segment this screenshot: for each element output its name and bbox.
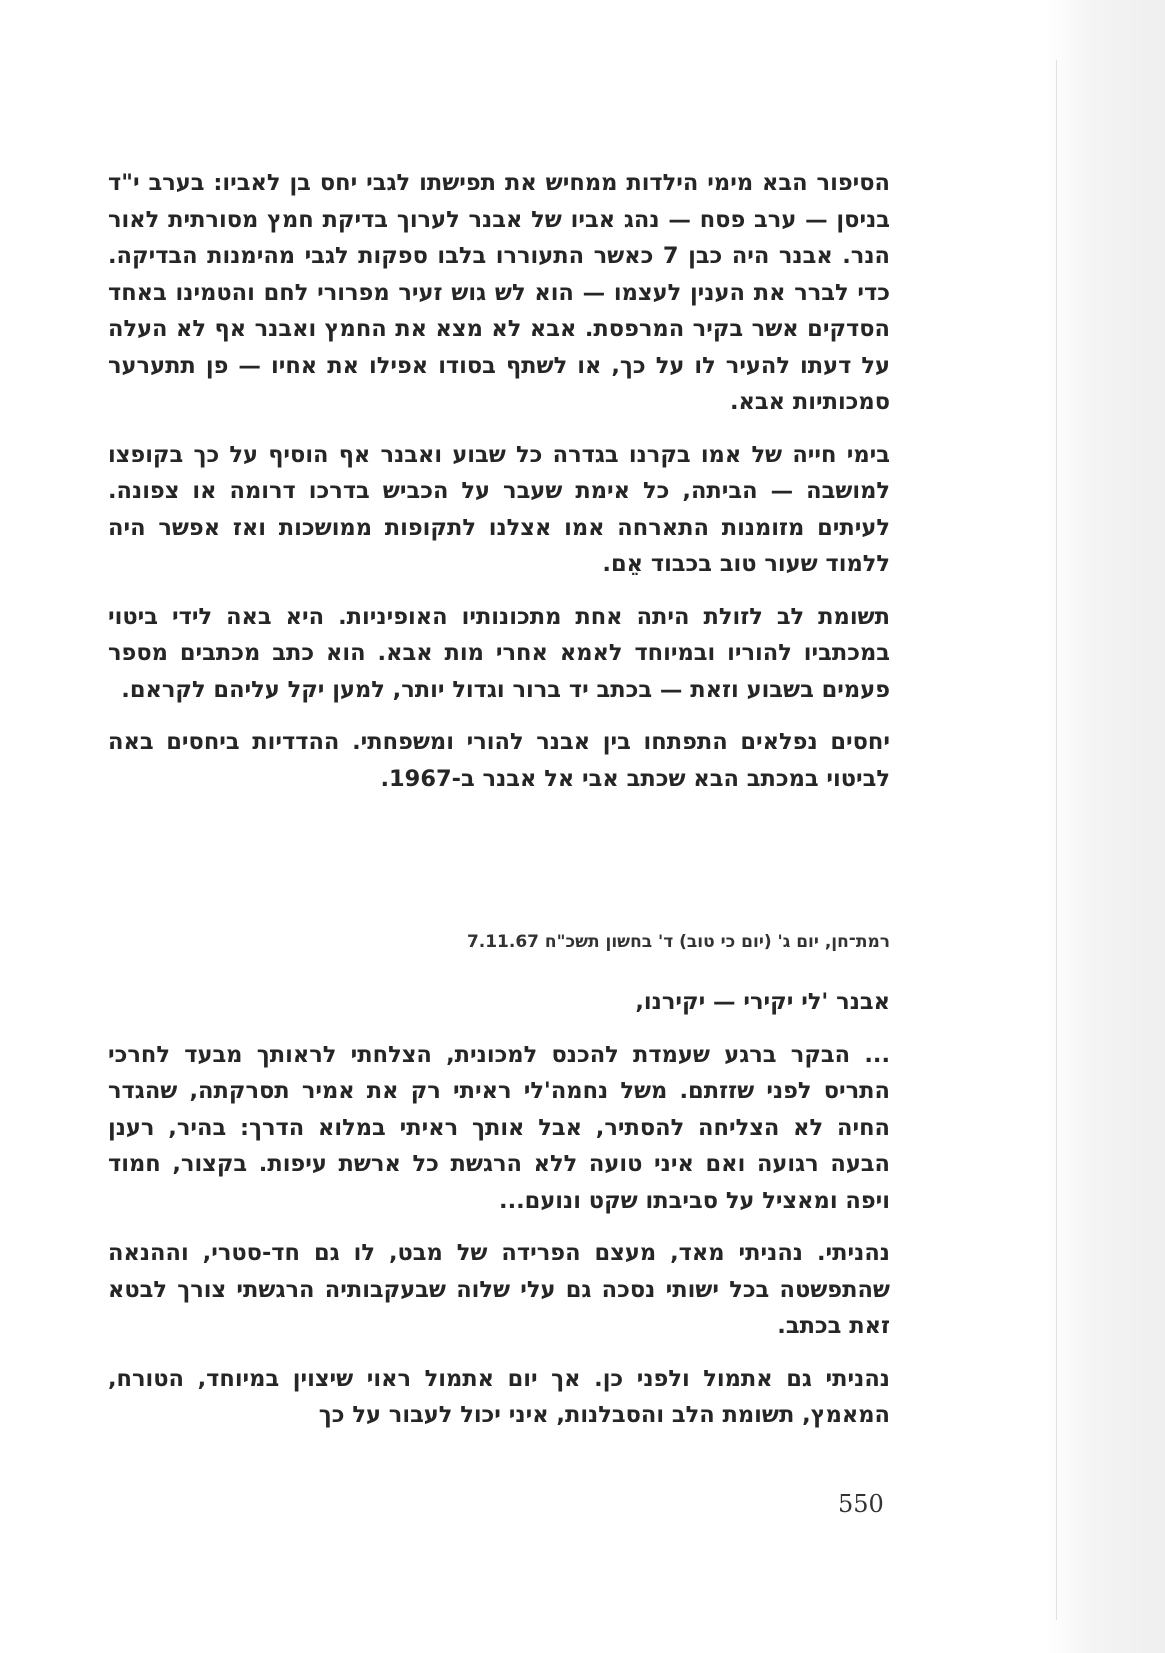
letter-paragraph-morning: ... הבקר ברגע שעמדת להכנס למכונית, הצלחתי לראותך מבעד לחרכי התריס לפני שזזתם. משל נחמה'לי ראיתי רק את אמיר תסרקתה, שהגדר החיה לא הצליחה להסתיר, אבל אותך ראיתי במלוא הדרך: בהיר, רענן הבעה רגועה ואם איני טועה ללא הרגשת כל ארשת עיפות. בקצור, חמוד ויפה ומאציל על סביבתו שקט ונועם... [108,1041,890,1214]
paragraph-consideration: תשומת לב לזולת היתה אחת מתכונותיו האופיניות. היא באה לידי ביטוי במכתביו להוריו ובמיוחד לאמא אחרי מות אבא. הוא כתב מכתבים מספר פעמים בשבוע וזאת — בכתב יד ברור וגדול יותר, למען יקל עליהם לקראם. [108,603,890,703]
page-edge-line [1056,60,1057,1620]
letter-dateline: רמת־חן, יום ג' (יום כי טוב) ד' בחשון תשכ"ח 7.11.67 [466,932,890,952]
page-number: 550 [838,1490,884,1518]
letter-greeting: אבנר 'לי יקירי — יקירנו, [635,989,890,1015]
main-text [108,165,890,813]
paragraph-mother-visits: בימי חייה של אמו בקרנו בגדרה כל שבוע ואבנר אף הוסיף על כך בקופצו למושבה — הביתה, כל אימת שעבר על הכביש בדרכו דרומה או צפונה. לעיתים מזומנות התארחה אמו אצלנו לתקופות ממושכות ואז אפשר היה ללמוד שעור טוב בכבוד אֵם. [108,441,890,577]
scan-margin-shadow [1045,0,1165,1653]
letter-paragraph-enjoyed: נהניתי. נהניתי מאד, מעצם הפרידה של מבט, לו גם חד-סטרי, וההנאה שהתפשטה בכל ישותי נסכה גם עלי שלוה שבעקבותיה הרגשתי צורך לבטא זאת בכתב. [108,1240,890,1339]
paragraph-relations: יחסים נפלאים התפתחו בין אבנר להורי ומשפחתי. ההדדיות ביחסים באה לביטוי במכתב הבא שכתב אבי אל אבנר ב-1967. [108,729,890,792]
paragraph-childhood-story: הסיפור הבא מימי הילדות ממחיש את תפישתו לגבי יחס בן לאביו: בערב י"ד בניסן — ערב פסח — נהג אביו של אבנר לערוך בדיקת חמץ מסורתית לאור הנר. אבנר היה כבן 7 כאשר התעוררו בלבו ספקות לגבי מהימנות הבדיקה. כדי לברר את הענין לעצמו — הוא לש גוש זעיר מפרורי לחם והטמינו באחד הסדקים אשר בקיר המרפסת. אבא לא מצא את החמץ ואבנר אף לא העלה על דעתו להעיר לו על כך, או לשתף בסודו אפילו את אחיו — פן תתערער סמכותיות אבא. [108,170,891,415]
letter-text [108,984,890,1450]
letter-paragraph-yesterday: נהניתי גם אתמול ולפני כן. אך יום אתמול ראוי שיצוין במיוחד, הטורח, המאמץ, תשומת הלב והסבלנות, איני יכול לעבור על כך [108,1365,890,1428]
